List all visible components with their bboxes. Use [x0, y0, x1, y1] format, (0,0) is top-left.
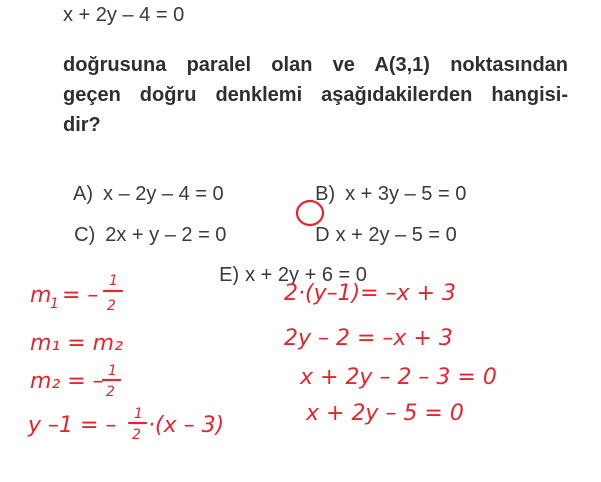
hw-left-line4-a: y –1 = – — [28, 413, 117, 438]
hw-right-line2: 2y – 2 = –x + 3 — [284, 326, 453, 351]
question-line-2: geçen doğru denklemi aşağıdakilerden hangisi- — [63, 84, 568, 106]
hw-left-line1-num: 1 — [109, 273, 118, 289]
option-b-letter: B) — [315, 183, 336, 205]
hw-left-line4-b: ·(x – 3) — [148, 413, 225, 438]
question-line-1: doğrusuna paralel olan ve A(3,1) noktasından — [63, 54, 568, 76]
hw-left-line3-lhs: m₂ = – — [30, 369, 104, 394]
option-c-text: 2x + y – 2 = 0 — [105, 224, 227, 246]
right-work — [284, 281, 497, 426]
option-a[interactable] — [63, 160, 224, 206]
option-c-letter: C) — [74, 224, 96, 246]
hw-left-line1-eq: = – — [62, 283, 99, 308]
stem-equation: x + 2y – 4 = 0 — [63, 4, 185, 26]
hw-right-line3: x + 2y – 2 – 3 = 0 — [300, 365, 497, 390]
option-d-text: x + 2y – 5 = 0 — [335, 224, 457, 246]
option-e-letter: E) — [219, 264, 240, 286]
hw-right-line1: 2·(y–1)= –x + 3 — [284, 281, 457, 306]
option-a-text: x – 2y – 4 = 0 — [103, 183, 224, 205]
hw-left-line1-den: 2 — [107, 298, 116, 314]
question-text — [63, 50, 568, 140]
left-work — [27, 273, 224, 443]
hw-left-line4-num: 1 — [134, 406, 143, 422]
handwritten-solution — [0, 260, 601, 482]
selected-answer-circle — [295, 199, 325, 227]
hw-left-line3-num: 1 — [108, 363, 117, 379]
hw-left-line2: m₁ = m₂ — [30, 331, 123, 356]
hw-left-line4-den: 2 — [132, 427, 141, 443]
option-e-text: x + 2y + 6 = 0 — [245, 264, 367, 286]
option-b-text: x + 3y – 5 = 0 — [345, 183, 467, 205]
option-c[interactable] — [63, 201, 226, 247]
hw-left-line1-sub: 1 — [50, 296, 59, 312]
option-b[interactable] — [304, 160, 466, 206]
question-line-3: dir? — [63, 114, 101, 136]
hw-left-line3-den: 2 — [106, 384, 115, 400]
hw-right-line4: x + 2y – 5 = 0 — [306, 401, 464, 426]
option-a-letter: A) — [73, 183, 94, 205]
hw-left-line1-lhs: m — [30, 283, 52, 308]
option-d-letter: D — [315, 224, 330, 246]
